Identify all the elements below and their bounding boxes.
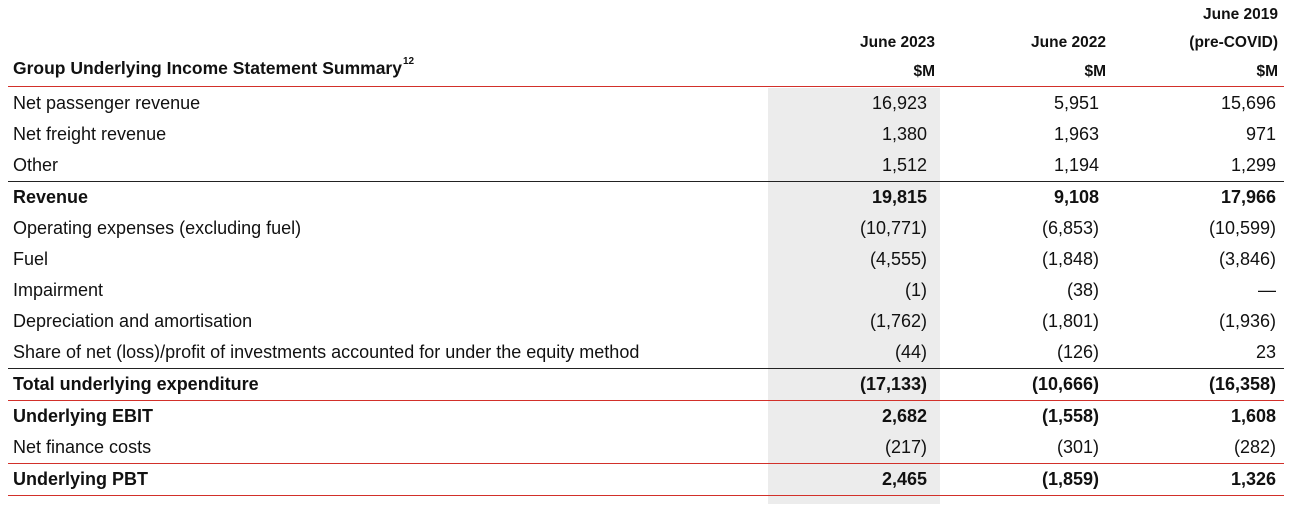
row-value-col3: 15,696	[1220, 93, 1276, 113]
row-value-col3: (282)	[1233, 437, 1276, 457]
col3-unit-header: $M	[1256, 63, 1278, 80]
title-footnote-marker: 12	[402, 56, 415, 67]
row-value-col1: (17,133)	[760, 369, 932, 401]
row-value-col2: (1,859)	[932, 464, 1104, 496]
table-title-text: Group Underlying Income Statement Summary	[13, 58, 402, 78]
row-label: Revenue	[8, 182, 760, 214]
table-row	[8, 464, 1284, 496]
col2-period-header: June 2022	[1031, 34, 1106, 51]
row-value-col2: (10,666)	[932, 369, 1104, 401]
row-value-col3: —	[1258, 280, 1276, 300]
col3-note-header: (pre-COVID)	[1189, 34, 1278, 51]
row-value-col1: 16,923	[871, 93, 927, 113]
table-row	[8, 88, 1284, 119]
row-label: Depreciation and amortisation	[13, 311, 253, 331]
col1-unit-header: $M	[913, 63, 935, 80]
table-row	[8, 213, 1284, 244]
row-value-col1: (1,762)	[869, 311, 927, 331]
table-row	[8, 150, 1284, 182]
row-label: Total underlying expenditure	[8, 369, 760, 401]
row-value-col2: (38)	[1066, 280, 1099, 300]
row-label: Impairment	[13, 280, 104, 300]
table-row	[8, 119, 1284, 150]
row-value-col1: 1,512	[881, 155, 927, 175]
row-value-col3: 23	[1255, 342, 1276, 362]
row-value-col2: 9,108	[932, 182, 1104, 214]
table-row	[8, 369, 1284, 401]
table-row	[8, 401, 1284, 433]
row-value-col1: (44)	[894, 342, 927, 362]
row-label: Operating expenses (excluding fuel)	[13, 218, 302, 238]
row-label: Net passenger revenue	[13, 93, 201, 113]
col2-unit-header: $M	[1084, 63, 1106, 80]
row-label: Net finance costs	[13, 437, 152, 457]
row-value-col3: 1,299	[1230, 155, 1276, 175]
row-value-col1: 2,465	[760, 464, 932, 496]
header-divider	[8, 86, 1284, 87]
col3-period-header: June 2019	[1203, 6, 1278, 23]
row-value-col2: 1,963	[1053, 124, 1099, 144]
row-value-col1: (1)	[905, 280, 927, 300]
row-value-col2: (1,558)	[932, 401, 1104, 433]
row-label: Net freight revenue	[13, 124, 167, 144]
row-value-col3: (3,846)	[1218, 249, 1276, 269]
table-row	[8, 182, 1284, 214]
row-value-col3: 17,966	[1104, 182, 1284, 214]
row-label: Underlying PBT	[8, 464, 760, 496]
row-value-col3: (10,599)	[1208, 218, 1276, 238]
row-value-col1: (217)	[884, 437, 927, 457]
table-row	[8, 275, 1284, 306]
table-title	[13, 58, 414, 79]
row-label: Underlying EBIT	[8, 401, 760, 433]
table-row	[8, 337, 1284, 369]
table-row	[8, 306, 1284, 337]
col1-period-header: June 2023	[860, 34, 935, 51]
row-value-col2: 5,951	[1053, 93, 1099, 113]
row-label: Fuel	[13, 249, 49, 269]
row-label: Share of net (loss)/profit of investments accounted for under the equity method	[13, 342, 640, 362]
row-value-col1: 1,380	[881, 124, 927, 144]
table-row	[8, 244, 1284, 275]
income-statement-table	[8, 88, 1284, 496]
row-value-col1: (10,771)	[859, 218, 927, 238]
table-body	[8, 88, 1284, 496]
row-value-col1: 19,815	[760, 182, 932, 214]
table-row	[8, 432, 1284, 464]
row-value-col3: 1,608	[1104, 401, 1284, 433]
row-value-col3: 971	[1245, 124, 1276, 144]
row-value-col2: (6,853)	[1041, 218, 1099, 238]
row-value-col1: 2,682	[760, 401, 932, 433]
row-value-col2: (301)	[1056, 437, 1099, 457]
row-value-col3: 1,326	[1104, 464, 1284, 496]
row-value-col2: (1,848)	[1041, 249, 1099, 269]
row-value-col1: (4,555)	[869, 249, 927, 269]
row-value-col2: 1,194	[1053, 155, 1099, 175]
row-value-col3: (1,936)	[1218, 311, 1276, 331]
row-label: Other	[13, 155, 59, 175]
row-value-col3: (16,358)	[1104, 369, 1284, 401]
row-value-col2: (1,801)	[1041, 311, 1099, 331]
row-value-col2: (126)	[1056, 342, 1099, 362]
